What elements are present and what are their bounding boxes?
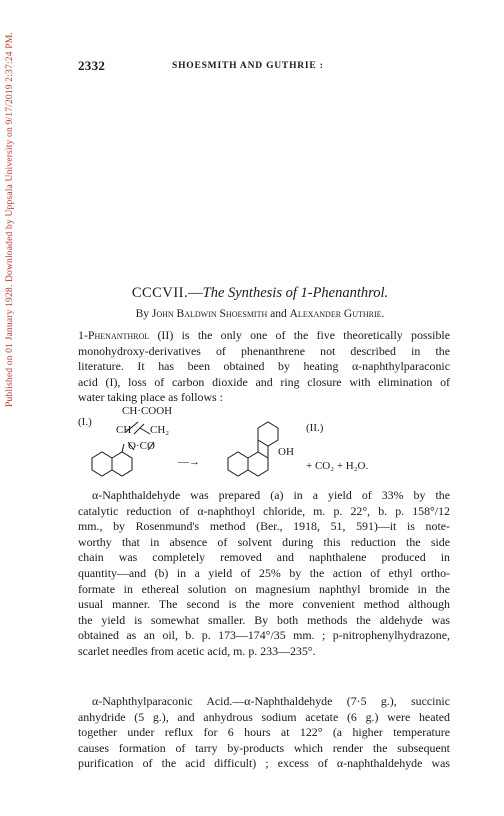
- text-line: chain was completely removed and naphthalene produced in: [78, 550, 450, 565]
- ring-c: [228, 452, 248, 476]
- byline-by: By: [135, 308, 149, 320]
- text-line: catalytic reduction of α-naphthoyl chloride, m. p. 22°, b. p. 158°/12: [78, 503, 450, 518]
- running-head: SHOESMITH AND GUTHRIE :: [172, 61, 324, 71]
- text-line: formate in ethereal solution on magnesium naphthyl bromide in the: [78, 581, 450, 596]
- text-line: usual manner. The second is the more convenient method although: [78, 597, 450, 612]
- text-line: water taking place as follows :: [78, 390, 223, 405]
- title-dash: —: [188, 285, 203, 301]
- paragraph-preparation: [78, 488, 450, 660]
- ring-d: [248, 452, 268, 476]
- author-1: John Baldwin Shoesmith: [151, 308, 268, 320]
- reaction-scheme: [78, 405, 450, 490]
- group-ch: CH: [116, 424, 132, 436]
- text-line: mm., by Rosenmund's method (Ber., 1918, 51, 591)—it is note-: [78, 519, 450, 534]
- text-line: the yield is somewhat smaller. By both methods the aldehyde was: [78, 612, 450, 627]
- article-number: CCCVII.: [131, 285, 189, 301]
- byline-and: and: [270, 308, 287, 320]
- article-title-text: The Synthesis of 1-Phenanthrol.: [202, 285, 389, 301]
- page-number: 2332: [78, 58, 106, 73]
- ring-a: [92, 452, 112, 476]
- reaction-products: + CO₂ + H₂O.: [306, 460, 369, 472]
- label-compound-i: (I.): [78, 416, 92, 428]
- label-compound-ii: (II.): [306, 422, 324, 434]
- group-o-co: O·CO: [128, 440, 155, 452]
- text-line: obtained as an oil, b. p. 173—174°/35 mm. ; p-nitrophenylhydrazone,: [78, 628, 450, 643]
- text-line: α-Naphthylparaconic Acid.—α-Naphthaldehyde (7·5 g.), succinic: [92, 694, 450, 708]
- text-line: anhydride (5 g.), and anhydrous sodium acetate (6 g.) were heated: [78, 709, 450, 724]
- paragraph-paraconic-acid: [78, 694, 450, 772]
- text-line: quantity—and (b) in a yield of 25% by the action of ethyl ortho-: [78, 565, 450, 580]
- text-line: acid (I), loss of carbon dioxide and ring closure with elimination of: [78, 374, 450, 389]
- text-line: scarlet needles from acetic acid, m. p. 233—235°.: [78, 643, 316, 658]
- text-line: α-Naphthaldehyde was prepared (a) in a yield of 33% by the: [92, 488, 450, 502]
- ring-e: [258, 422, 278, 446]
- text-line: 1-Phenanthrol (II) is the only one of the five theoretically possible: [78, 328, 450, 342]
- group-oh: OH: [278, 446, 294, 458]
- text-line: literature. It has been obtained by heating α-naphthylparaconic: [78, 359, 450, 374]
- group-ch2: CH₂: [150, 424, 170, 436]
- text-line: worthy that in absence of solvent during this reduction the side: [78, 534, 450, 549]
- paragraph-intro: [78, 328, 450, 406]
- text-line: causes formation of tarry by-products which render the subsequent: [78, 740, 450, 755]
- article-title: [90, 285, 430, 302]
- text-line: monohydroxy-derivatives of phenanthrene not described in the: [78, 343, 450, 358]
- text-line: together under reflux for 6 hours at 122° (a higher temperature: [78, 725, 450, 740]
- lead-term: 1-Phenanthrol: [78, 328, 150, 342]
- ring-b: [112, 452, 132, 476]
- reaction-arrow: —→: [178, 456, 200, 468]
- byline: [60, 308, 460, 320]
- download-watermark-text: Published on 01 January 1928. Downloaded by Uppsala University on 9/17/2019 2:37:24 PM.: [4, 32, 15, 407]
- author-2: Alexander Guthrie.: [289, 308, 385, 320]
- group-ch-cooh: CH·COOH: [122, 405, 173, 417]
- text-line: purification of the acid difficult) ; excess of α-naphthaldehyde was: [78, 756, 450, 771]
